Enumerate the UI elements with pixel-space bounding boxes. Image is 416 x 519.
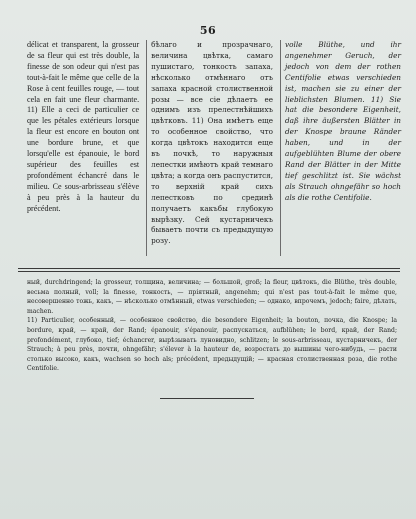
note-line: ный, durchdringend; la grosseur, толщина, величина; — большой, groß; la fleur, цвѣтокъ, die Blüthe, très double, весьма полный, voll; la finesse, тонкость, — пріятный, angenehm; qui n'est pas tout-à-fait le même que, несовершенно тожь, какъ, — нѣсколько отмѣнный, etwas verschieden; — однако, впрочемъ, jedoch; faire, дѣлать, machen. [27, 279, 397, 315]
german-column [280, 40, 401, 256]
french-column [27, 40, 139, 256]
french-paragraph: délicat et transparent, la grosseur de sa fleur qui est très double, la finesse de son odeur qui n'est pas tout-à-fait le même que celle de la Rose à cent feuilles rouge, — tout cela en fait une fleur charmante. 11) Elle a ceci de particulier ce que les pétales extérieurs lorsque la fleur est encore en bouton ont une bordure brune, et que lorsqu'elle est épanouie, le bord supérieur des feuilles est profondément échancré dans le milieu. Ce sous-arbrisseau s'élève à peu près à la hauteur du précédent. [27, 40, 140, 213]
german-paragraph: volle Blüthe, und ihr angenehmer Geruch, der jedoch von dem der rothen Centifolie etwas verschieden ist, machen sie zu einer der lieblichsten Blumen. 11) Sie hat die besondere Eigenheit, daß ihre äußersten Blätter in der Knospe braune Ränder haben, und in der aufgeblühten Blume der obere Rand der Blätter in der Mitte tief geschlitzt ist. Sie wächst als Strauch ohngefähr so hoch als die rothe Centifolie. [284, 40, 401, 202]
russian-paragraph: бѣлаго и прозрачнаго, величина цвѣтка, самаго пушистаго, тонкость запаха, нѣсколько отмѣннаго отъ запаха красной столиственной розы — все сіе дѣлаетъ ее однимъ изъ прелестнѣйшихъ цвѣтковъ. 11) Она имѣетъ еще то особенное свойство, что когда цвѣтокъ находится еще въ почкѣ, то наружныя лепестки имѣютъ край темнаго цвѣта; а когда онъ распустится, то верхній край сихъ лепестковъ по срединѣ получаетъ какъбы глубокую вырѣзку. Сей кустарничекъ бываетъ почти съ предыдущую розу. [151, 40, 273, 246]
note-line: 11) Particulier, особенный, — особенное свойство, die besondere Eigenheit; la bouton, почка, die Knospe; la bordure, край, — край, der Rand; épanouir, s'épanouir, распускаться, aufblühen; le bord, край, der Rand; profondément, глубоко, tief; échancrer, вырѣзывать луновидно, schlitzen; le sous-arbrisseau, кустарничекъ, der Strauch; à peu près, почти, ohngefähr; s'élever à la hauteur de, возростать до вышины чего-нибудь, — расти столько высоко, какъ, wachsen so hoch als; précédent, предыдущій; — красная столиственная роза, die rothe Centifolie. [27, 317, 397, 373]
russian-column [146, 40, 273, 256]
page-number: 56 [199, 24, 217, 37]
end-rule [160, 398, 254, 399]
double-rule-bottom [18, 271, 400, 272]
parallel-text-columns [27, 40, 401, 256]
double-rule-top [18, 268, 400, 269]
vocabulary-notes [27, 278, 397, 374]
